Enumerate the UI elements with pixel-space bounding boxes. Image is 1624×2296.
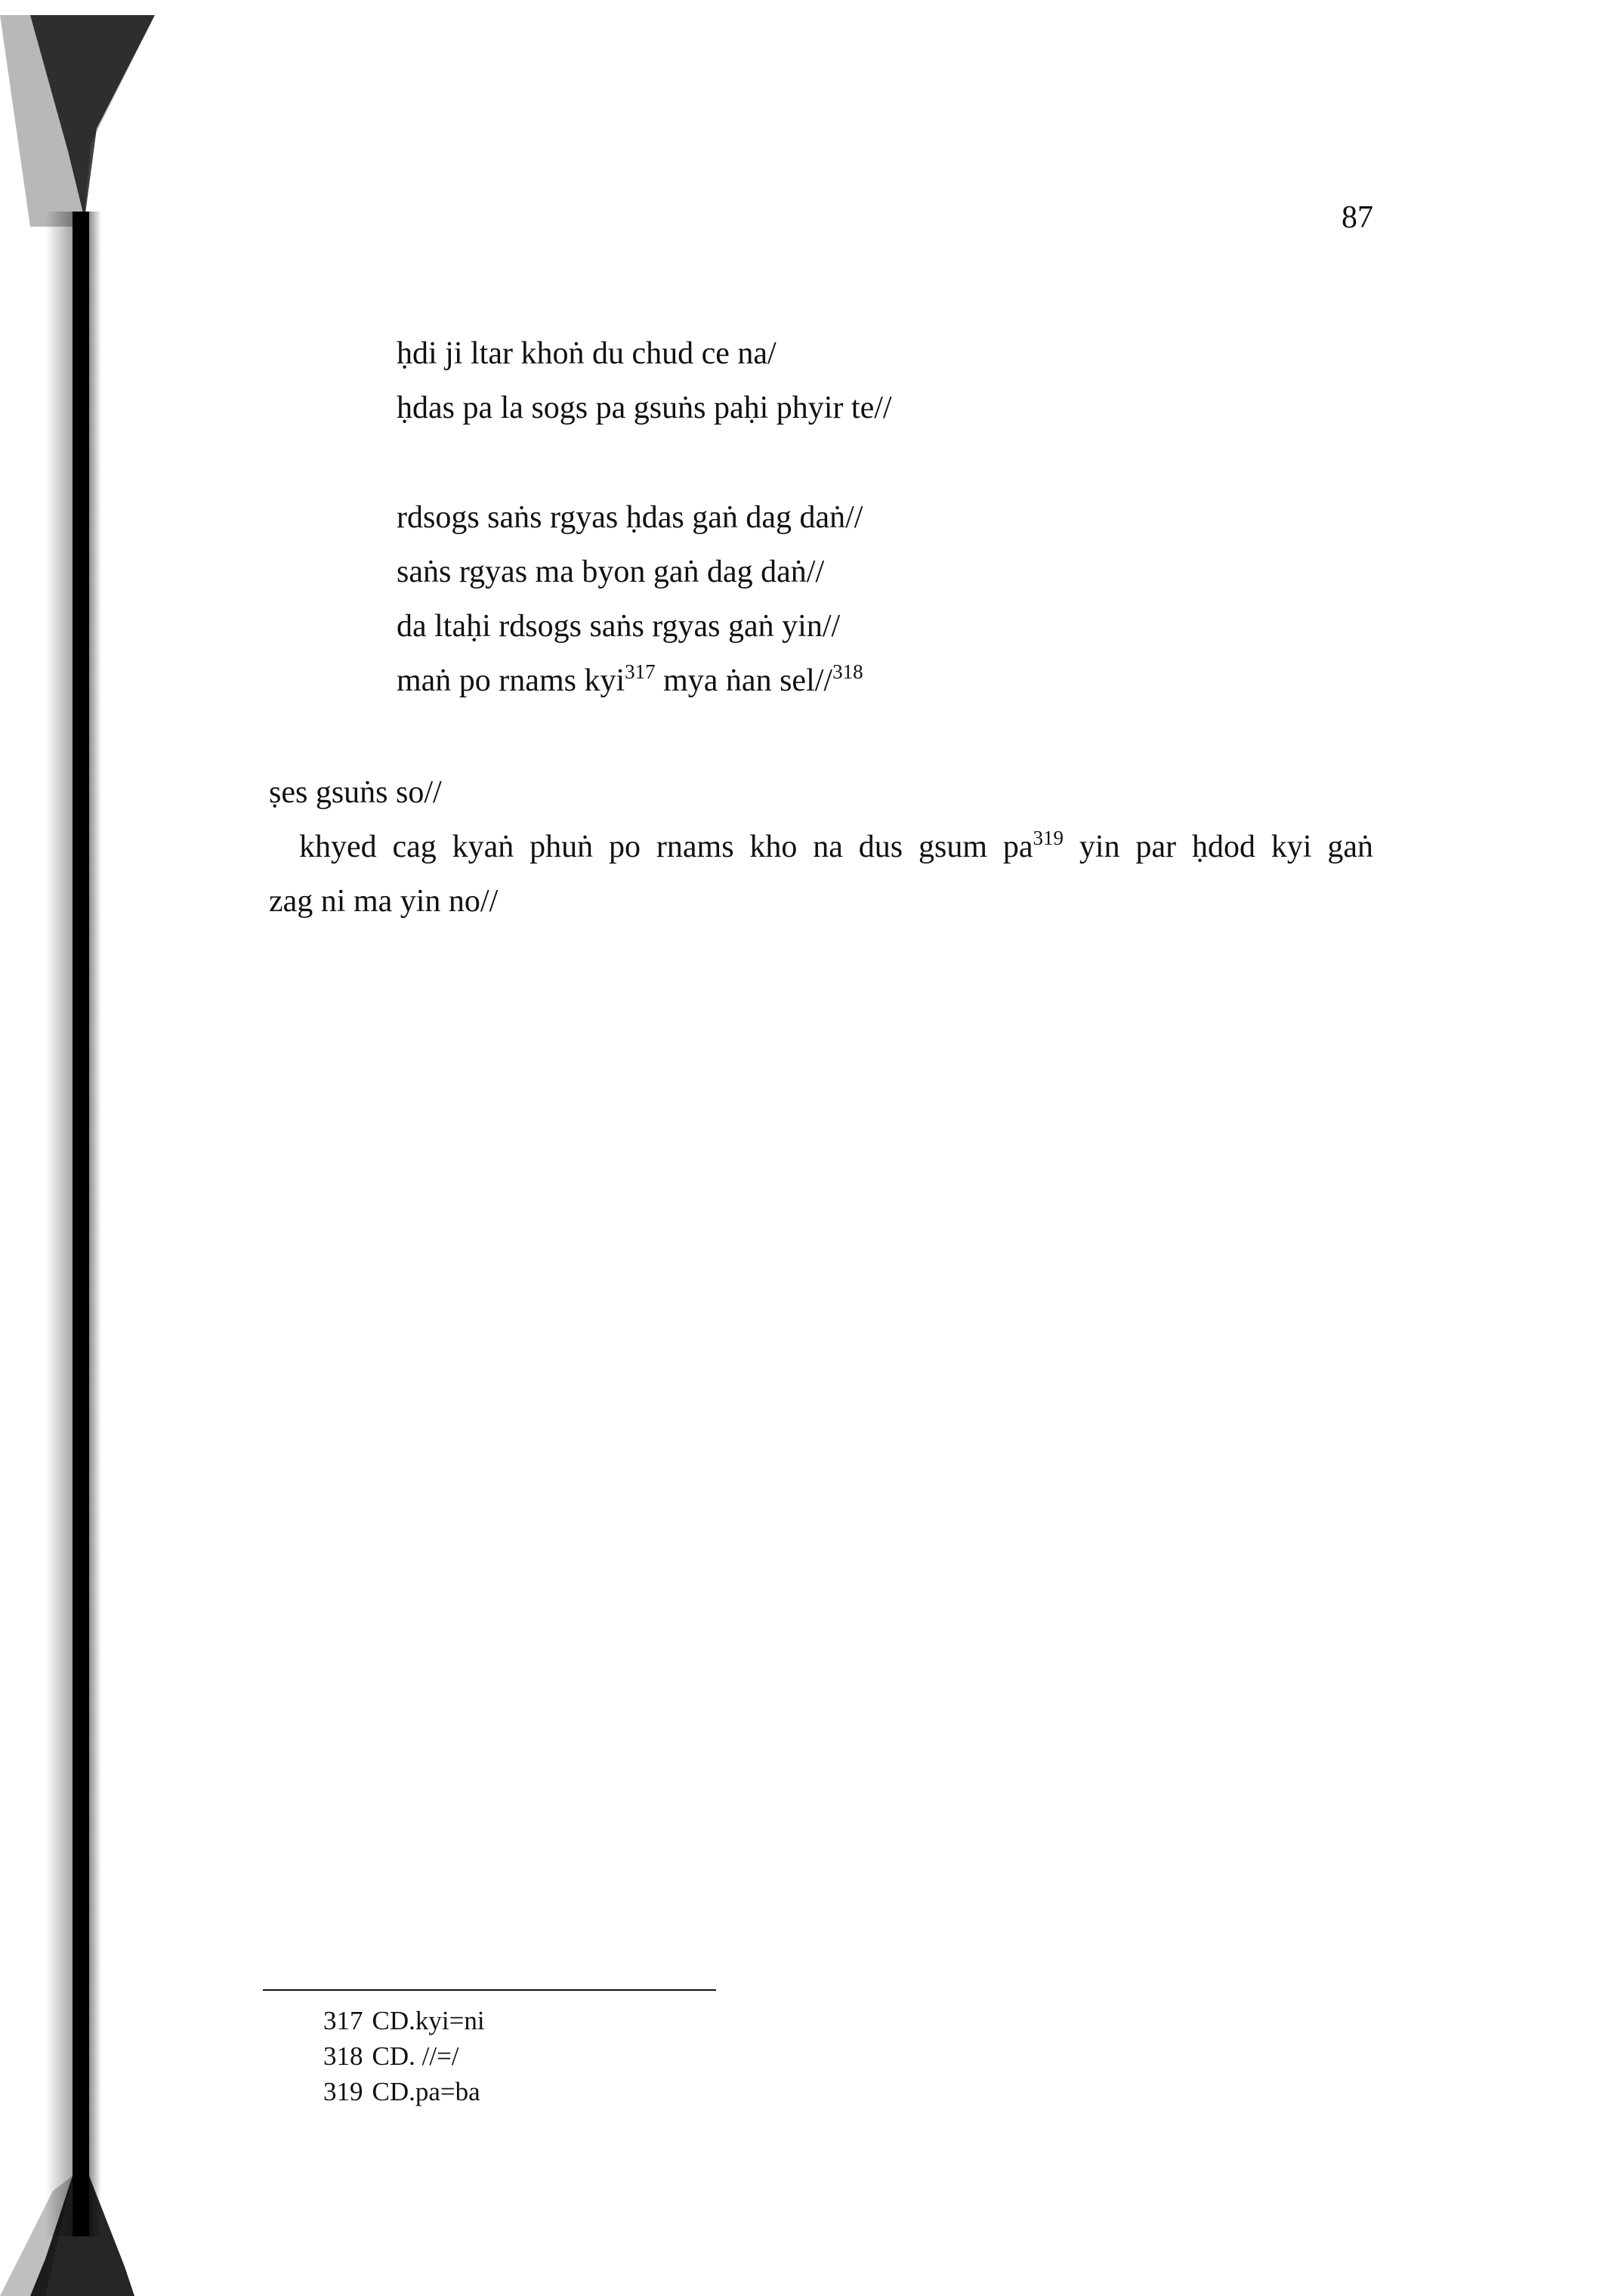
body-paragraph <box>269 820 1373 929</box>
verse-line: rdsogs saṅs rgyas ḥdas gaṅ dag daṅ// <box>397 500 863 535</box>
verse-line: da ltaḥi rdsogs saṅs rgyas gaṅ yin// <box>397 609 841 644</box>
section-heading: ṣes gsuṅs so// <box>269 775 442 810</box>
verse-line <box>397 654 863 708</box>
page-number: 87 <box>1341 200 1373 235</box>
verse-line: ḥdi ji ltar khoṅ du chud ce na/ <box>397 336 776 371</box>
footnote <box>323 2003 485 2038</box>
paragraph-text: khyed cag kyaṅ phuṅ po rnams kho na dus gsum pa <box>299 830 1033 864</box>
scan-binding-shadow <box>0 0 174 2296</box>
paragraph-line <box>269 820 1373 874</box>
footnote-number: 317 <box>323 2006 363 2035</box>
paragraph-line: zag ni ma yin no// <box>269 884 499 919</box>
footnote-separator <box>263 1989 716 1991</box>
verse-block <box>397 490 863 708</box>
footnote-text: CD. //=/ <box>372 2041 459 2071</box>
paragraph-text: yin par ḥdod kyi gaṅ <box>1064 830 1373 864</box>
footnote-number: 318 <box>323 2041 363 2071</box>
verse-text: mya ṅan sel// <box>655 663 833 698</box>
footnote-marker: 319 <box>1033 827 1064 849</box>
footnote <box>323 2038 485 2074</box>
footnote <box>323 2074 485 2109</box>
footnote-text: CD.pa=ba <box>372 2077 480 2106</box>
footnote-marker: 318 <box>832 660 863 683</box>
footnote-number: 319 <box>323 2077 363 2106</box>
verse-text: maṅ po rnams kyi <box>397 663 625 698</box>
footnote-marker: 317 <box>625 660 656 683</box>
footnote-text: CD.kyi=ni <box>372 2006 485 2035</box>
footnote-list <box>323 2003 485 2109</box>
verse-block <box>397 326 892 435</box>
verse-line: saṅs rgyas ma byon gaṅ dag daṅ// <box>397 555 825 589</box>
verse-line: ḥdas pa la sogs pa gsuṅs paḥi phyir te// <box>397 391 892 425</box>
